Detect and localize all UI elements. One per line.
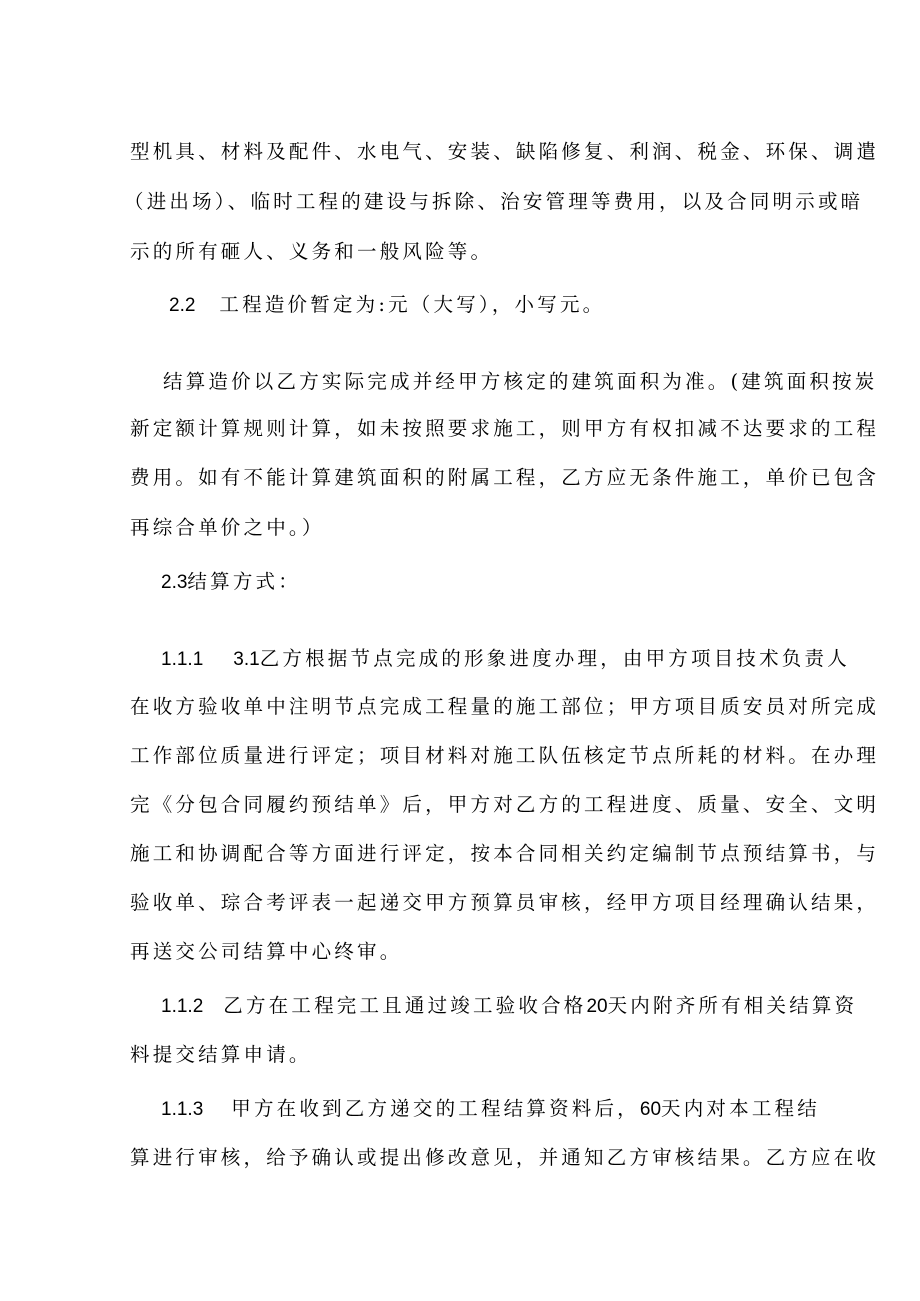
item-1-1-3-line1 bbox=[161, 1096, 820, 1123]
item-number: 1.1.3 bbox=[161, 1099, 204, 1120]
item-number: 1.1.2 bbox=[161, 996, 204, 1017]
item-1-1-3-line2: 算进行审核，给予确认或提出修改意见，并通知乙方审核结果。乙方应在收 bbox=[130, 1146, 880, 1169]
section-2-2 bbox=[169, 292, 605, 319]
para2-line2: 新定额计算规则计算，如未按照要求施工，则甲方有权扣减不达要求的工程 bbox=[130, 417, 880, 440]
item-number: 1.1.1 bbox=[161, 649, 204, 670]
section-text: 工程造价暂定为:元（大写），小写元。 bbox=[219, 293, 606, 316]
item-1-1-2-line1 bbox=[161, 993, 857, 1020]
item-1-1-1-line1 bbox=[161, 646, 850, 673]
item-text-a: 甲方在收到乙方递交的工程结算资料后， bbox=[231, 1097, 640, 1120]
item-text: 乙方根据节点完成的形象进度办理，由甲方项目技术负责人 bbox=[259, 647, 850, 670]
item-1-1-2-line2: 料提交结算申请。 bbox=[130, 1043, 312, 1066]
para2-line1: 结算造价以乙方实际完成并经甲方核定的建筑面积为准。(建筑面积按炭 bbox=[163, 370, 878, 393]
item-1-1-1-line4: 完《分包合同履约预结单》后，甲方对乙方的工程进度、质量、安全、文明 bbox=[130, 793, 880, 816]
para2-line4: 再综合单价之中。） bbox=[130, 516, 325, 539]
section-text: 结算方式： bbox=[187, 570, 301, 593]
para1-line3: 示的所有砸人、义务和一般风险等。 bbox=[130, 240, 494, 263]
section-number: 2.2 bbox=[169, 295, 196, 316]
item-1-1-1-line5: 施工和协调配合等方面进行评定，按本合同相关约定编制节点预结算书，与 bbox=[130, 842, 880, 865]
section-number: 2.3 bbox=[161, 572, 188, 593]
item-text-a: 乙方在工程完工且通过竣工验收合格 bbox=[223, 994, 587, 1017]
section-2-3 bbox=[161, 569, 301, 596]
days-number: 60 bbox=[639, 1099, 662, 1120]
item-1-1-1-line3: 工作部位质量进行评定；项目材料对施工队伍核定节点所耗的材料。在办理 bbox=[130, 744, 880, 767]
item-1-1-1-line6: 验收单、琮合考评表一起递交甲方预算员审核，经甲方项目经理确认结果， bbox=[130, 891, 880, 914]
item-text-b: 天内对本工程结 bbox=[661, 1097, 820, 1120]
item-1-1-1-line7: 再送交公司结算中心终审。 bbox=[130, 940, 403, 963]
item-1-1-1-line2: 在收方验收单中注明节点完成工程量的施工部位；甲方项目质安员对所完成 bbox=[130, 695, 880, 718]
days-number: 20 bbox=[586, 996, 608, 1017]
para2-line3: 费用。如有不能计算建筑面积的附属工程，乙方应无条件施工，单价已包含 bbox=[130, 466, 880, 489]
para1-line1: 型机具、材料及配件、水电气、安装、缺陷修复、利润、税金、环保、调遣 bbox=[130, 140, 880, 163]
item-text-b: 天内附齐所有相关结算资 bbox=[607, 994, 858, 1017]
sub-number: 3.1 bbox=[233, 649, 260, 670]
para1-line2: （进出场）、临时工程的建设与拆除、治安管理等费用，以及合同明示或暗 bbox=[124, 190, 864, 213]
